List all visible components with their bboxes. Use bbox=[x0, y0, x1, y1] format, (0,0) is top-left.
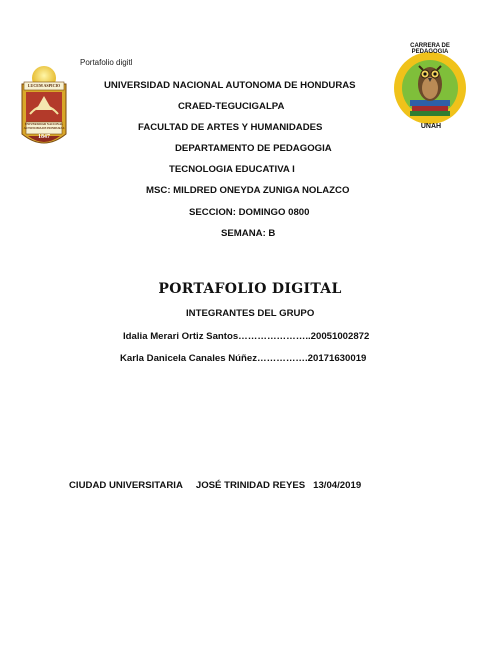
campus-name: CRAED-TEGUCIGALPA bbox=[178, 101, 285, 112]
section-label: SECCION: DOMINGO 0800 bbox=[189, 207, 310, 218]
member-row: Idalia Merari Ortiz Santos…………………..20051002872 bbox=[123, 331, 370, 342]
left-logo-name: UNIVERSIDAD NACIONAL AUTONOMA DE HONDURAS bbox=[23, 122, 65, 130]
faculty-name: FACULTAD DE ARTES Y HUMANIDADES bbox=[138, 122, 323, 133]
professor-name: MSC: MILDRED ONEYDA ZUNIGA NOLAZCO bbox=[146, 185, 350, 196]
members-heading: INTEGRANTES DEL GRUPO bbox=[186, 308, 315, 319]
week-label: SEMANA: B bbox=[221, 228, 276, 239]
right-logo-bottom: UNAH bbox=[420, 123, 442, 130]
right-logo-caption: CARRERA DE PEDAGOGIA bbox=[410, 43, 450, 55]
university-name: UNIVERSIDAD NACIONAL AUTONOMA DE HONDURAS bbox=[104, 80, 356, 91]
member-row: Karla Danicela Canales Núñez…………….20171630019 bbox=[120, 353, 367, 364]
course-name: TECNOLOGIA EDUCATIVA I bbox=[169, 164, 295, 175]
left-logo-motto: LUCEM ASPICIO bbox=[27, 83, 61, 88]
owl-emblem-icon bbox=[388, 42, 470, 134]
header-note: Portafolio digitl bbox=[80, 58, 133, 67]
page-title: PORTAFOLIO DIGITAL bbox=[158, 281, 342, 297]
left-logo-year: 1847 bbox=[38, 134, 50, 140]
footer-line: CIUDAD UNIVERSITARIA JOSÉ TRINIDAD REYES 13/04/2019 bbox=[69, 480, 362, 491]
university-seal-icon bbox=[16, 62, 72, 154]
department-name: DEPARTAMENTO DE PEDAGOGIA bbox=[175, 143, 332, 154]
